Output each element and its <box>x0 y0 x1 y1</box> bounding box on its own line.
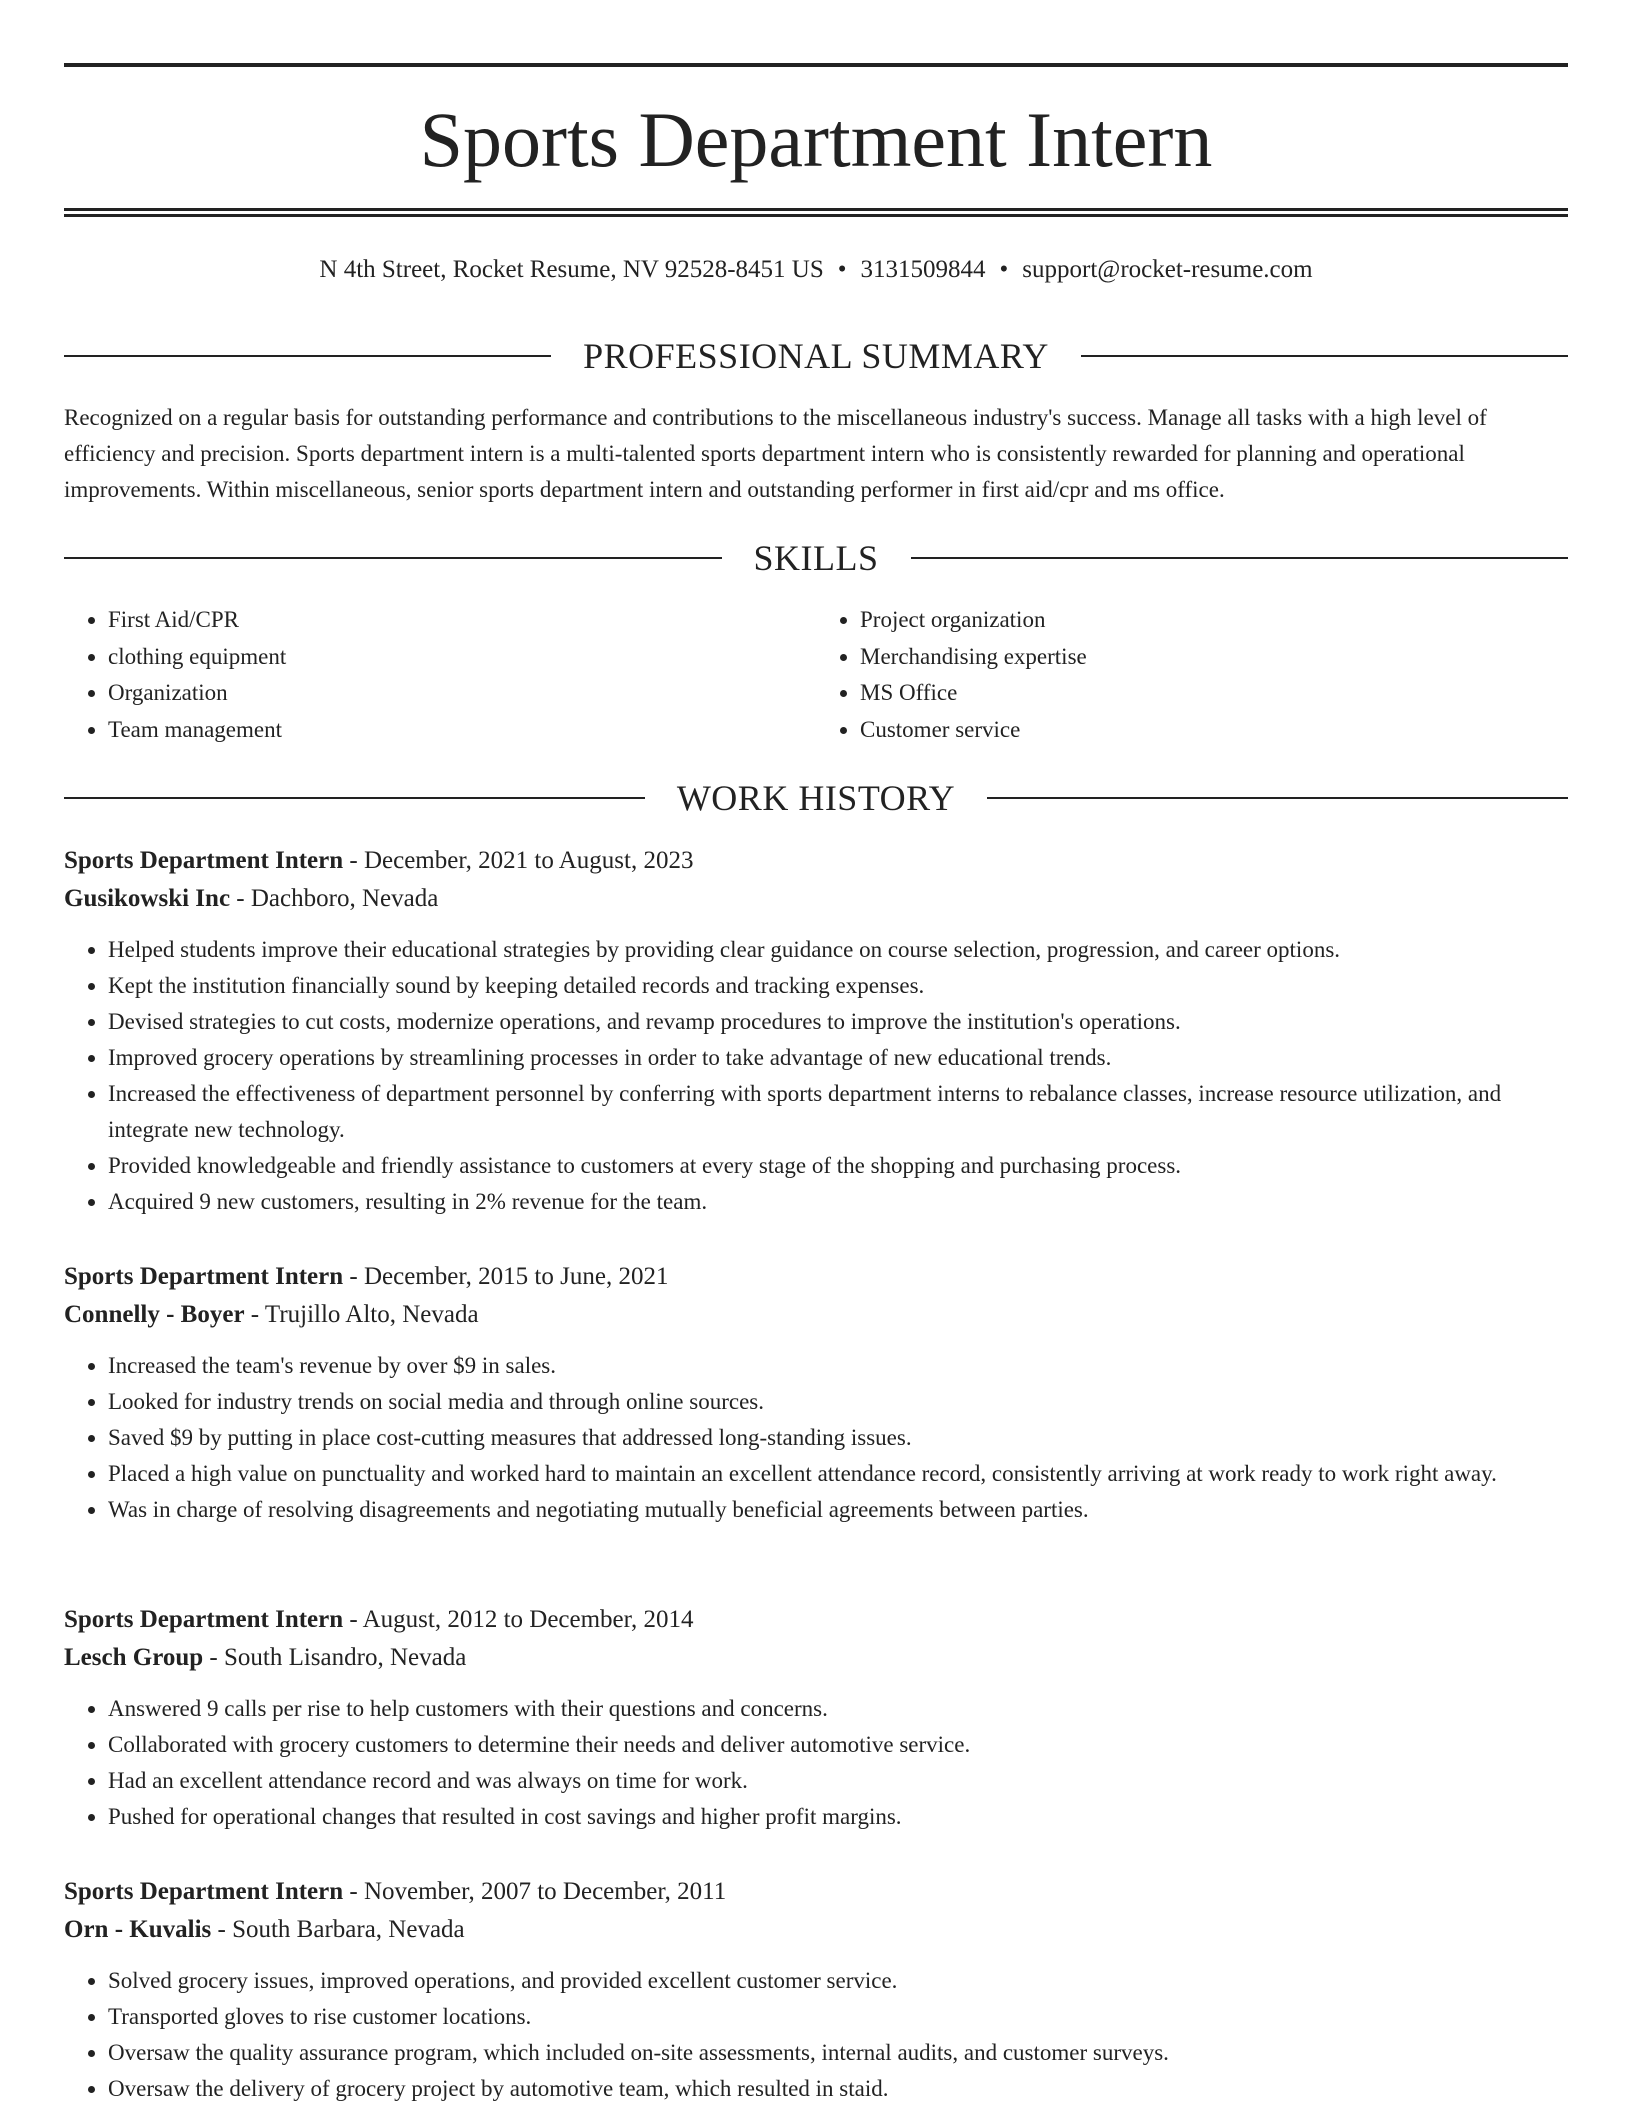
skill-item: • clothing equipment <box>108 639 816 676</box>
title-double-rule <box>64 208 1568 217</box>
skill-item: • Team management <box>108 712 816 749</box>
job-bullet: • Had an excellent attendance record and was always on time for work. <box>108 1763 1568 1799</box>
job-role: Sports Department Intern <box>64 1878 344 1905</box>
job-location: - Trujillo Alto, Nevada <box>244 1301 479 1328</box>
job-location: - South Barbara, Nevada <box>211 1916 465 1943</box>
job-bullet: • Answered 9 calls per rise to help customers with their questions and concerns. <box>108 1691 1568 1727</box>
job-bullet: • Collaborated with grocery customers to determine their needs and deliver automotive service. <box>108 1727 1568 1763</box>
job-bullet: • Devised strategies to cut costs, modernize operations, and revamp procedures to improve the institution's operations. <box>108 1004 1568 1040</box>
contact-separator: • <box>999 256 1009 283</box>
job-entry <box>64 1873 1568 2107</box>
job-bullets <box>64 1691 1568 1835</box>
job-dates: - December, 2021 to August, 2023 <box>343 847 694 874</box>
job-dates: - August, 2012 to December, 2014 <box>343 1606 694 1633</box>
skills-column-left <box>64 602 816 748</box>
job-bullet: • Placed a high value on punctuality and worked hard to maintain an excellent attendance record, consistently arriving at work ready to work right away. <box>108 1456 1568 1492</box>
job-bullet: • Increased the effectiveness of department personnel by conferring with sports department interns to rebalance classes, increase resource utilization, and integrate new technology. <box>108 1076 1568 1148</box>
job-title-line <box>64 1873 1568 1911</box>
job-bullet: • Helped students improve their educational strategies by providing clear guidance on course selection, progression, and career options. <box>108 932 1568 968</box>
job-bullet: • Was in charge of resolving disagreements and negotiating mutually beneficial agreements between parties. <box>108 1492 1568 1528</box>
summary-section-heading <box>64 334 1568 378</box>
job-company: Connelly - Boyer <box>64 1301 245 1328</box>
heading-rule-right <box>1081 355 1568 357</box>
job-bullets <box>64 1963 1568 2107</box>
job-company: Lesch Group <box>64 1644 204 1671</box>
job-bullet: • Transported gloves to rise customer locations. <box>108 1999 1568 2035</box>
job-bullet: • Saved $9 by putting in place cost-cutting measures that addressed long-standing issues. <box>108 1420 1568 1456</box>
work-heading: WORK HISTORY <box>676 778 956 818</box>
skills-heading: SKILLS <box>753 538 879 578</box>
contact-separator: • <box>837 256 847 283</box>
job-company: Orn - Kuvalis <box>64 1916 212 1943</box>
job-company: Gusikowski Inc <box>64 885 231 912</box>
job-title-line <box>64 1258 1568 1296</box>
job-dates: - December, 2015 to June, 2021 <box>343 1263 669 1290</box>
job-bullet: • Oversaw the quality assurance program, which included on-site assessments, internal audits, and customer surveys. <box>108 2035 1568 2071</box>
job-bullet: • Acquired 9 new customers, resulting in 2% revenue for the team. <box>108 1184 1568 1220</box>
skill-item: • Project organization <box>860 602 1568 639</box>
heading-rule-left <box>64 557 722 559</box>
job-entry <box>64 1601 1568 1835</box>
job-location: - South Lisandro, Nevada <box>203 1644 467 1671</box>
skill-item: • Merchandising expertise <box>860 639 1568 676</box>
job-bullet: • Pushed for operational changes that resulted in cost savings and higher profit margins. <box>108 1799 1568 1835</box>
skills-section-heading <box>64 536 1568 580</box>
job-bullet: • Solved grocery issues, improved operations, and provided excellent customer service. <box>108 1963 1568 1999</box>
summary-text: Recognized on a regular basis for outstanding performance and contributions to the miscellaneous industry's success. Manage all tasks with a high level of efficiency and precision. Sports department intern is a multi-talented sports department intern who is consistently rewarded for planning and operational improvements. Within miscellaneous, senior sports department intern and outstanding performer in first aid/cpr and ms office. <box>64 405 1487 502</box>
job-bullet: • Provided knowledgeable and friendly assistance to customers at every stage of the shopping and purchasing process. <box>108 1148 1568 1184</box>
job-entry <box>64 842 1568 1220</box>
summary-heading: PROFESSIONAL SUMMARY <box>583 336 1049 376</box>
job-company-line <box>64 880 1568 918</box>
skills-column-right <box>816 602 1568 748</box>
job-company-line <box>64 1911 1568 1949</box>
heading-rule-left <box>64 797 645 799</box>
skill-item: • Customer service <box>860 712 1568 749</box>
job-bullets <box>64 932 1568 1220</box>
contact-email: support@rocket-resume.com <box>1022 256 1313 283</box>
job-role: Sports Department Intern <box>64 1606 344 1633</box>
work-section-heading <box>64 776 1568 820</box>
skill-item: • MS Office <box>860 675 1568 712</box>
job-bullet: • Improved grocery operations by streamlining processes in order to take advantage of new educational trends. <box>108 1040 1568 1076</box>
contact-line <box>64 252 1568 288</box>
skill-item: • First Aid/CPR <box>108 602 816 639</box>
heading-rule-right <box>987 797 1568 799</box>
job-title-line <box>64 1601 1568 1639</box>
job-role: Sports Department Intern <box>64 847 344 874</box>
skills-list <box>64 602 1568 748</box>
resume-title: Sports Department Intern <box>419 96 1213 183</box>
job-bullet: • Oversaw the delivery of grocery project by automotive team, which resulted in staid. <box>108 2071 1568 2107</box>
job-company-line <box>64 1639 1568 1677</box>
job-company-line <box>64 1296 1568 1334</box>
heading-rule-right <box>911 557 1569 559</box>
job-title-line <box>64 842 1568 880</box>
job-bullet: • Looked for industry trends on social media and through online sources. <box>108 1384 1568 1420</box>
job-entry <box>64 1258 1568 1528</box>
contact-phone: 3131509844 <box>860 256 986 283</box>
job-bullet: • Kept the institution financially sound by keeping detailed records and tracking expenses. <box>108 968 1568 1004</box>
contact-address: N 4th Street, Rocket Resume, NV 92528-8451 US <box>319 256 824 283</box>
skill-item: • Organization <box>108 675 816 712</box>
top-rule <box>64 63 1568 67</box>
job-bullet: • Increased the team's revenue by over $9 in sales. <box>108 1348 1568 1384</box>
job-role: Sports Department Intern <box>64 1263 344 1290</box>
job-location: - Dachboro, Nevada <box>230 885 439 912</box>
job-dates: - November, 2007 to December, 2011 <box>343 1878 727 1905</box>
heading-rule-left <box>64 355 551 357</box>
job-bullets <box>64 1348 1568 1528</box>
